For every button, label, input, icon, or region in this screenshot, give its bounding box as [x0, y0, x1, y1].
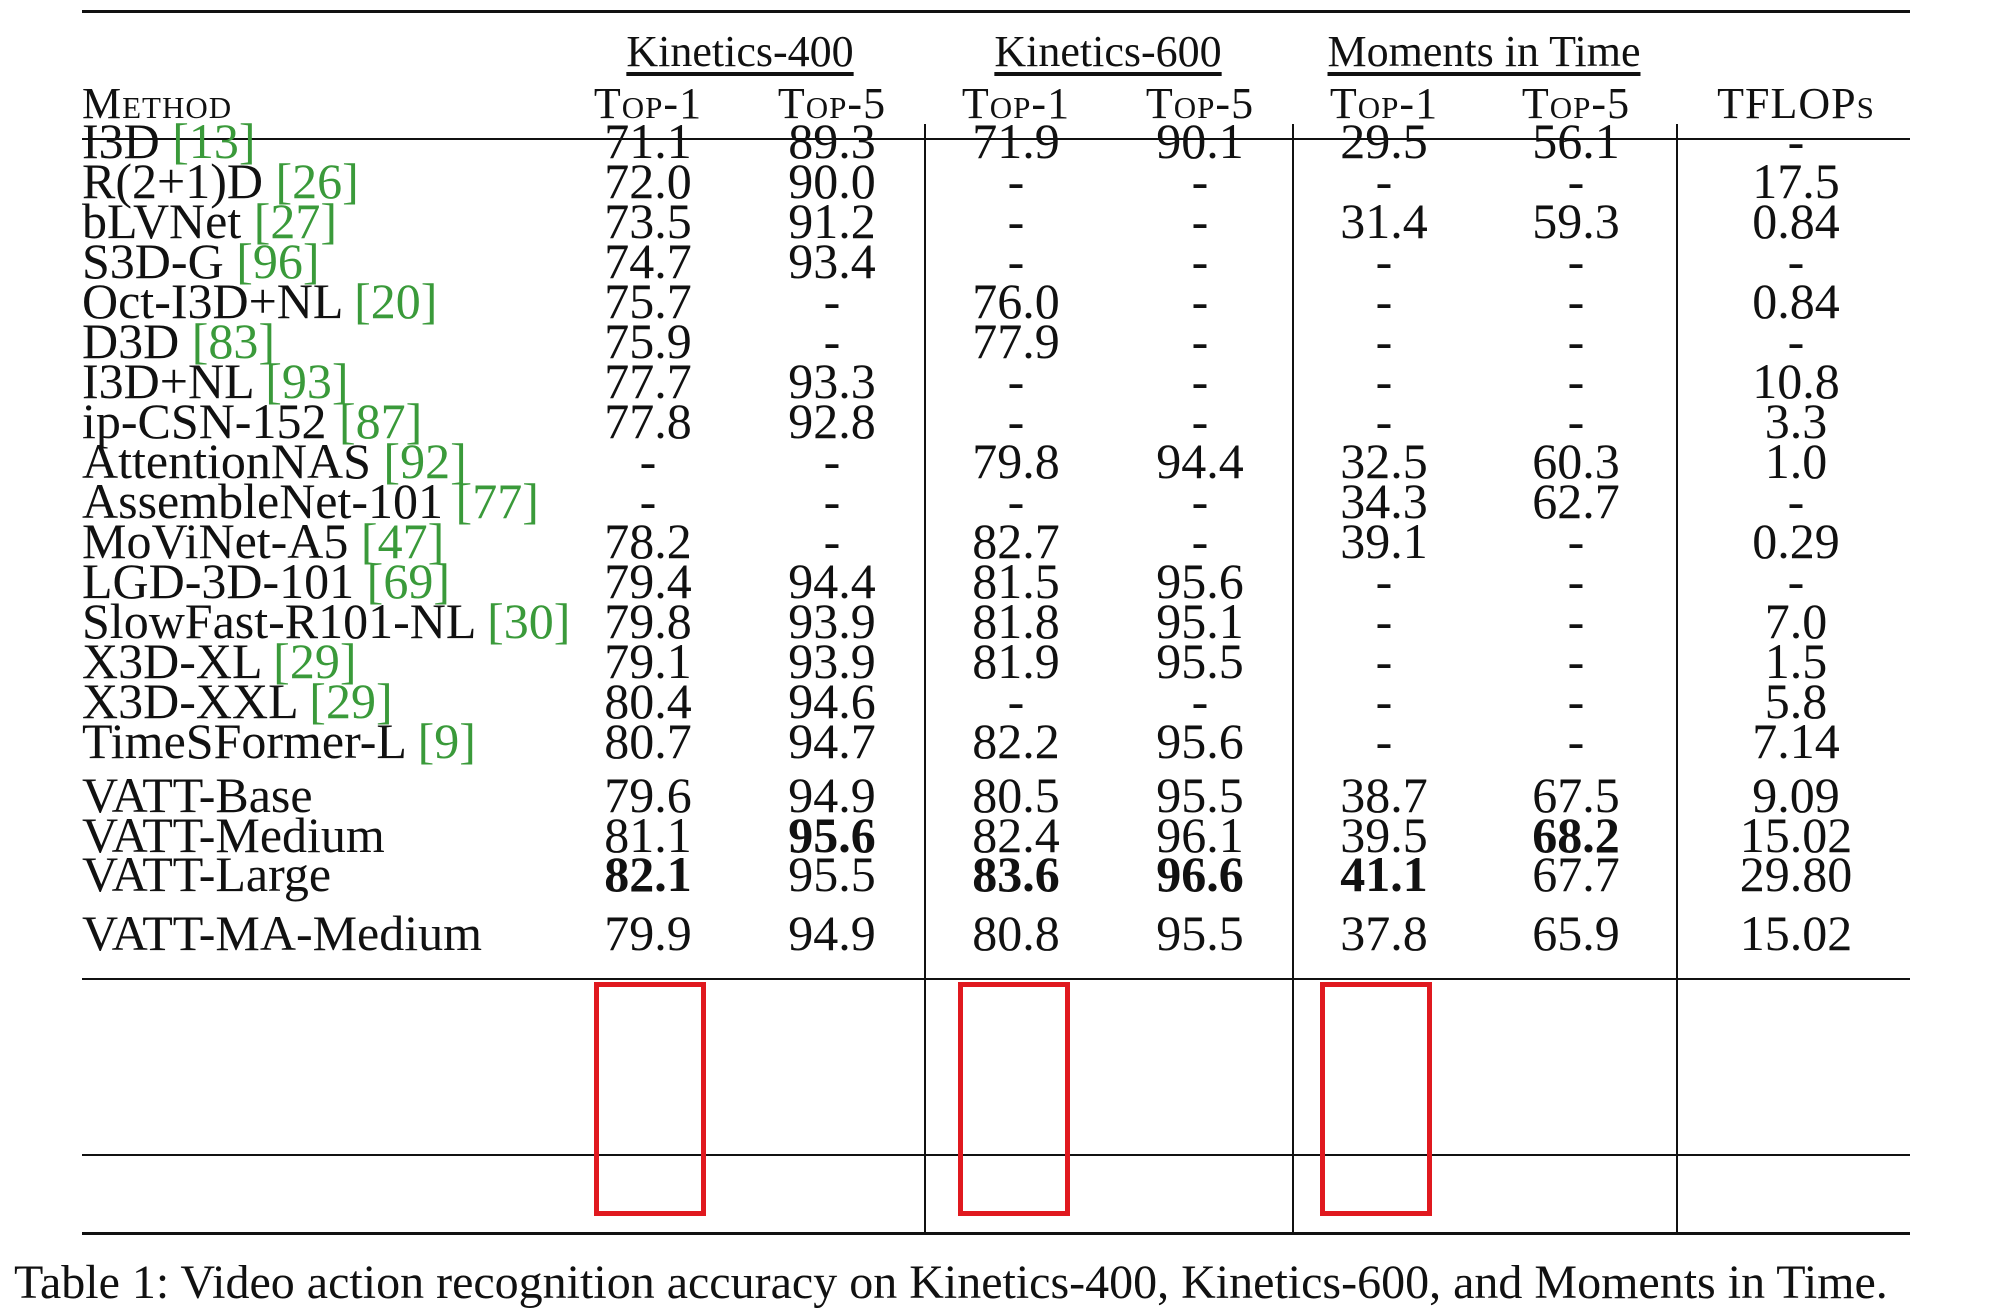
value-cell-k600-top1: 76.0	[972, 273, 1060, 329]
value-cell-k600-top5: -	[1191, 513, 1209, 569]
citation-number: 69	[383, 553, 434, 609]
value-cell-k600-top1: -	[1007, 353, 1025, 409]
value-cell-mit-top5: -	[1567, 233, 1585, 289]
value-cell-k400-top5: 95.6	[788, 806, 876, 863]
value-cell-k400-top1: 75.7	[604, 273, 692, 329]
value-cell-tflops: 0.29	[1752, 513, 1840, 569]
method-name: bLVNet	[82, 193, 242, 249]
value-cell-k600-top1: 79.8	[972, 433, 1060, 489]
value-cell-k400-top1: 79.8	[604, 593, 692, 649]
value-cell-mit-top5: 67.7	[1532, 846, 1620, 902]
value-cell-mit-top1: -	[1375, 553, 1393, 609]
value-cell-k400-top5: -	[823, 313, 841, 369]
value-cell-k400-top5: 95.5	[788, 846, 876, 902]
value-cell-k600-top5: 96.1	[1156, 806, 1244, 863]
value-cell-mit-top5: -	[1567, 313, 1585, 369]
column-header-k600-top5: Top-5	[1145, 79, 1255, 128]
value-cell-k600-top5: 95.5	[1156, 767, 1244, 823]
value-cell-k600-top1: 80.8	[972, 905, 1060, 961]
value-cell-k600-top1: -	[1007, 193, 1025, 249]
value-cell-mit-top1: -	[1375, 233, 1393, 289]
value-cell-k600-top5: -	[1191, 193, 1209, 249]
method-name: Oct-I3D+NL	[82, 273, 342, 329]
citation-number: 93	[281, 353, 332, 409]
method-name: MoViNet-A5	[82, 513, 349, 569]
citation-link[interactable]: [47]	[360, 513, 445, 569]
top-rule	[82, 10, 1910, 13]
value-cell-tflops: 17.5	[1752, 153, 1840, 209]
column-header-mit-top5: Top-5	[1521, 79, 1631, 128]
value-cell-mit-top1: -	[1375, 353, 1393, 409]
value-cell-k400-top1: 79.6	[604, 767, 692, 823]
value-cell-tflops: 9.09	[1752, 767, 1840, 823]
value-cell-mit-top1: -	[1375, 393, 1393, 449]
citation-link[interactable]: [13]	[172, 113, 256, 169]
value-cell-k600-top1: 82.7	[972, 513, 1060, 569]
value-cell-mit-top5: 56.1	[1532, 113, 1620, 169]
column-header-k400-top5: Top-5	[777, 79, 887, 128]
value-cell-mit-top5: -	[1567, 633, 1585, 689]
value-cell-tflops: 1.0	[1764, 433, 1828, 489]
value-cell-k600-top1: -	[1007, 233, 1025, 289]
citation-number: 96	[252, 233, 303, 289]
citation-number: 87	[355, 393, 406, 449]
value-cell-tflops: -	[1787, 113, 1805, 169]
value-cell-k400-top5: -	[823, 433, 841, 489]
value-cell-mit-top1: 29.5	[1340, 113, 1428, 169]
divider-mit-flops	[1676, 124, 1678, 1232]
value-cell-mit-top5: -	[1567, 593, 1585, 649]
value-cell-k400-top1: -	[639, 433, 657, 489]
method-name: LGD-3D-101	[82, 553, 355, 609]
value-cell-k600-top1: 82.2	[972, 713, 1060, 769]
value-cell-k400-top5: -	[823, 513, 841, 569]
citation-number: 9	[434, 713, 460, 769]
value-cell-k400-top1: 82.1	[604, 846, 692, 902]
value-cell-tflops: 5.8	[1764, 673, 1828, 729]
value-cell-mit-top5: -	[1567, 553, 1585, 609]
value-cell-k400-top5: 93.3	[788, 353, 876, 409]
citation-link[interactable]: [27]	[253, 193, 338, 249]
value-cell-k400-top1: 79.4	[604, 553, 692, 609]
value-cell-k600-top5: -	[1191, 673, 1209, 729]
value-cell-mit-top1: 39.5	[1340, 806, 1428, 863]
value-cell-k600-top1: 71.9	[972, 113, 1060, 169]
value-cell-k600-top5: -	[1191, 353, 1209, 409]
citation-link[interactable]: [29]	[309, 673, 393, 729]
value-cell-tflops: 15.02	[1739, 905, 1853, 961]
value-cell-k600-top5: -	[1191, 393, 1209, 449]
value-cell-tflops: 15.02	[1739, 806, 1853, 863]
value-cell-k400-top1: 78.2	[604, 513, 692, 569]
divider-k400-k600	[924, 124, 926, 1232]
method-name: VATT-Large	[82, 846, 332, 902]
value-cell-mit-top5: -	[1567, 273, 1585, 329]
citation-number: 26	[292, 153, 343, 209]
column-header-k400-top1: Top-1	[593, 79, 703, 128]
value-cell-mit-top1: -	[1375, 313, 1393, 369]
citation-number: 27	[270, 193, 321, 249]
value-cell-k400-top1: 77.8	[604, 393, 692, 449]
value-cell-mit-top1: -	[1375, 713, 1393, 769]
value-cell-k600-top1: -	[1007, 673, 1025, 729]
value-cell-k600-top1: 81.8	[972, 593, 1060, 649]
bottom-rule	[82, 1232, 1910, 1235]
citation-link[interactable]: [77]	[455, 473, 539, 529]
value-cell-k400-top1: -	[639, 473, 657, 529]
citation-link[interactable]: [9]	[417, 713, 476, 769]
value-cell-k600-top5: 95.5	[1156, 905, 1244, 961]
value-cell-k600-top5: -	[1191, 153, 1209, 209]
value-cell-tflops: -	[1787, 473, 1805, 529]
citation-link[interactable]: [20]	[354, 273, 438, 329]
value-cell-tflops: 3.3	[1764, 393, 1828, 449]
value-cell-tflops: 10.8	[1752, 353, 1840, 409]
value-cell-k600-top1: -	[1007, 393, 1025, 449]
value-cell-k400-top5: 94.9	[788, 905, 876, 961]
value-cell-mit-top1: -	[1375, 633, 1393, 689]
value-cell-mit-top5: 67.5	[1532, 767, 1620, 823]
citation-link[interactable]: [96]	[236, 233, 320, 289]
citation-number: 83	[208, 313, 259, 369]
column-header-method: Method	[82, 79, 233, 128]
citation-link[interactable]: [29]	[273, 633, 357, 689]
value-cell-mit-top5: -	[1567, 153, 1585, 209]
value-cell-k400-top5: -	[823, 473, 841, 529]
value-cell-k400-top5: 94.4	[788, 553, 876, 609]
citation-number: 29	[289, 633, 340, 689]
method-name: X3D-XXL	[82, 673, 297, 729]
group-header-moments-in-time: Moments in Time	[1327, 27, 1641, 76]
value-cell-k400-top1: 74.7	[604, 233, 692, 289]
group-header-kinetics-400: Kinetics-400	[626, 27, 854, 76]
value-cell-k400-top5: 94.7	[788, 713, 876, 769]
value-cell-k400-top5: 89.3	[788, 113, 876, 169]
value-cell-mit-top1: -	[1375, 273, 1393, 329]
method-cell	[82, 713, 476, 769]
highlight-box-k600-top1	[958, 982, 1070, 1216]
value-cell-k400-top5: 93.9	[788, 593, 876, 649]
value-cell-k400-top5: -	[823, 273, 841, 329]
value-cell-tflops: -	[1787, 553, 1805, 609]
citation-number: 47	[377, 513, 428, 569]
value-cell-mit-top1: -	[1375, 153, 1393, 209]
value-cell-mit-top1: 31.4	[1340, 193, 1428, 249]
method-name: VATT-Medium	[82, 806, 385, 863]
value-cell-k600-top5: 95.5	[1156, 633, 1244, 689]
value-cell-k400-top5: 90.0	[788, 153, 876, 209]
value-cell-k600-top5: 90.1	[1156, 113, 1244, 169]
value-cell-tflops: 1.5	[1764, 633, 1828, 689]
value-cell-k400-top5: 93.4	[788, 233, 876, 289]
value-cell-k400-top5: 94.6	[788, 673, 876, 729]
value-cell-tflops: 7.14	[1752, 713, 1840, 769]
citation-link[interactable]: [30]	[487, 593, 571, 649]
value-cell-mit-top5: -	[1567, 713, 1585, 769]
value-cell-mit-top5: -	[1567, 393, 1585, 449]
value-cell-k400-top5: 94.9	[788, 767, 876, 823]
value-cell-k400-top1: 72.0	[604, 153, 692, 209]
column-header-mit-top1: Top-1	[1329, 79, 1439, 128]
column-header-k600-top1: Top-1	[961, 79, 1071, 128]
value-cell-mit-top1: 38.7	[1340, 767, 1428, 823]
method-name: AttentionNAS	[82, 433, 371, 489]
citation-link[interactable]: [69]	[366, 553, 450, 609]
value-cell-k400-top1: 79.1	[604, 633, 692, 689]
method-name: I3D+NL	[82, 353, 253, 409]
value-cell-mit-top1: 34.3	[1340, 473, 1428, 529]
value-cell-tflops: 7.0	[1764, 593, 1828, 649]
value-cell-k600-top1: 82.4	[972, 806, 1060, 863]
group-header-kinetics-600: Kinetics-600	[994, 27, 1222, 76]
citation-number: 30	[503, 593, 554, 649]
value-cell-k600-top1: -	[1007, 153, 1025, 209]
value-cell-k400-top1: 81.1	[604, 806, 692, 863]
divider-k600-mit	[1292, 124, 1294, 1232]
method-name: I3D	[82, 113, 160, 169]
value-cell-mit-top5: 62.7	[1532, 473, 1620, 529]
method-name: VATT-MA-Medium	[82, 905, 483, 961]
value-cell-k600-top5: -	[1191, 313, 1209, 369]
citation-link[interactable]: [87]	[338, 393, 423, 449]
highlight-box-mit-top1	[1320, 982, 1432, 1216]
method-name: VATT-Base	[82, 767, 313, 823]
value-cell-mit-top1: 37.8	[1340, 905, 1428, 961]
value-cell-mit-top5: -	[1567, 353, 1585, 409]
value-cell-k600-top1: 81.9	[972, 633, 1060, 689]
value-cell-k400-top5: 91.2	[788, 193, 876, 249]
column-header-tflops: TFLOPs	[1717, 79, 1875, 128]
value-cell-tflops: 29.80	[1739, 846, 1853, 902]
citation-number: 29	[325, 673, 376, 729]
value-cell-k400-top1: 79.9	[604, 905, 692, 961]
value-cell-k400-top5: 93.9	[788, 633, 876, 689]
value-cell-k600-top1: 80.5	[972, 767, 1060, 823]
value-cell-k400-top1: 80.7	[604, 713, 692, 769]
value-cell-mit-top1: -	[1375, 673, 1393, 729]
value-cell-k600-top5: 95.6	[1156, 713, 1244, 769]
value-cell-mit-top5: 59.3	[1532, 193, 1620, 249]
value-cell-tflops: -	[1787, 313, 1805, 369]
value-cell-mit-top1: 39.1	[1340, 513, 1428, 569]
citation-link[interactable]: [93]	[265, 353, 349, 409]
citation-link[interactable]: [83]	[191, 313, 276, 369]
citation-number: 92	[400, 433, 451, 489]
method-name: ip-CSN-152	[82, 393, 327, 449]
value-cell-k600-top1: -	[1007, 473, 1025, 529]
value-cell-k600-top5: 94.4	[1156, 433, 1244, 489]
value-cell-k400-top1: 71.1	[604, 113, 692, 169]
value-cell-mit-top5: 68.2	[1532, 806, 1620, 863]
value-cell-mit-top5: 65.9	[1532, 905, 1620, 961]
method-name: R(2+1)D	[82, 153, 263, 209]
method-name: TimeSFormer-L	[82, 713, 406, 769]
highlight-box-k400-top1	[594, 982, 706, 1216]
citation-link[interactable]: [26]	[275, 153, 359, 209]
value-cell-tflops: 0.84	[1752, 193, 1840, 249]
value-cell-k600-top5: -	[1191, 273, 1209, 329]
vatt-section-rule	[82, 978, 1910, 980]
value-cell-k400-top1: 77.7	[604, 353, 692, 409]
value-cell-k600-top5: 96.6	[1156, 846, 1244, 902]
value-cell-k600-top1: 83.6	[972, 846, 1060, 902]
citation-number: 77	[472, 473, 523, 529]
value-cell-k600-top1: 81.5	[972, 553, 1060, 609]
value-cell-k400-top5: 92.8	[788, 393, 876, 449]
method-name: AssembleNet-101	[82, 473, 444, 529]
value-cell-k600-top1: 77.9	[972, 313, 1060, 369]
value-cell-k400-top1: 75.9	[604, 313, 692, 369]
value-cell-k600-top5: -	[1191, 233, 1209, 289]
value-cell-k400-top1: 80.4	[604, 673, 692, 729]
method-name: SlowFast-R101-NL	[82, 593, 475, 649]
method-name: X3D-XL	[82, 633, 261, 689]
value-cell-mit-top5: -	[1567, 673, 1585, 729]
value-cell-mit-top1: 32.5	[1340, 433, 1428, 489]
citation-number: 13	[188, 113, 239, 169]
value-cell-tflops: 0.84	[1752, 273, 1840, 329]
citation-link[interactable]: [92]	[383, 433, 467, 489]
value-cell-mit-top5: 60.3	[1532, 433, 1620, 489]
value-cell-k600-top5: -	[1191, 473, 1209, 529]
value-cell-tflops: -	[1787, 233, 1805, 289]
value-cell-mit-top5: -	[1567, 513, 1585, 569]
method-name: D3D	[82, 313, 180, 369]
value-cell-k600-top5: 95.6	[1156, 553, 1244, 609]
value-cell-k400-top1: 73.5	[604, 193, 692, 249]
value-cell-k600-top5: 95.1	[1156, 593, 1244, 649]
method-cell	[82, 905, 483, 961]
method-name: S3D-G	[82, 233, 224, 289]
citation-number: 20	[370, 273, 421, 329]
value-cell-mit-top1: 41.1	[1340, 846, 1428, 902]
table-caption: Table 1: Video action recognition accuracy on Kinetics-400, Kinetics-600, and Moments in Time.	[14, 1256, 1888, 1309]
method-cell	[82, 846, 332, 902]
value-cell-mit-top1: -	[1375, 593, 1393, 649]
